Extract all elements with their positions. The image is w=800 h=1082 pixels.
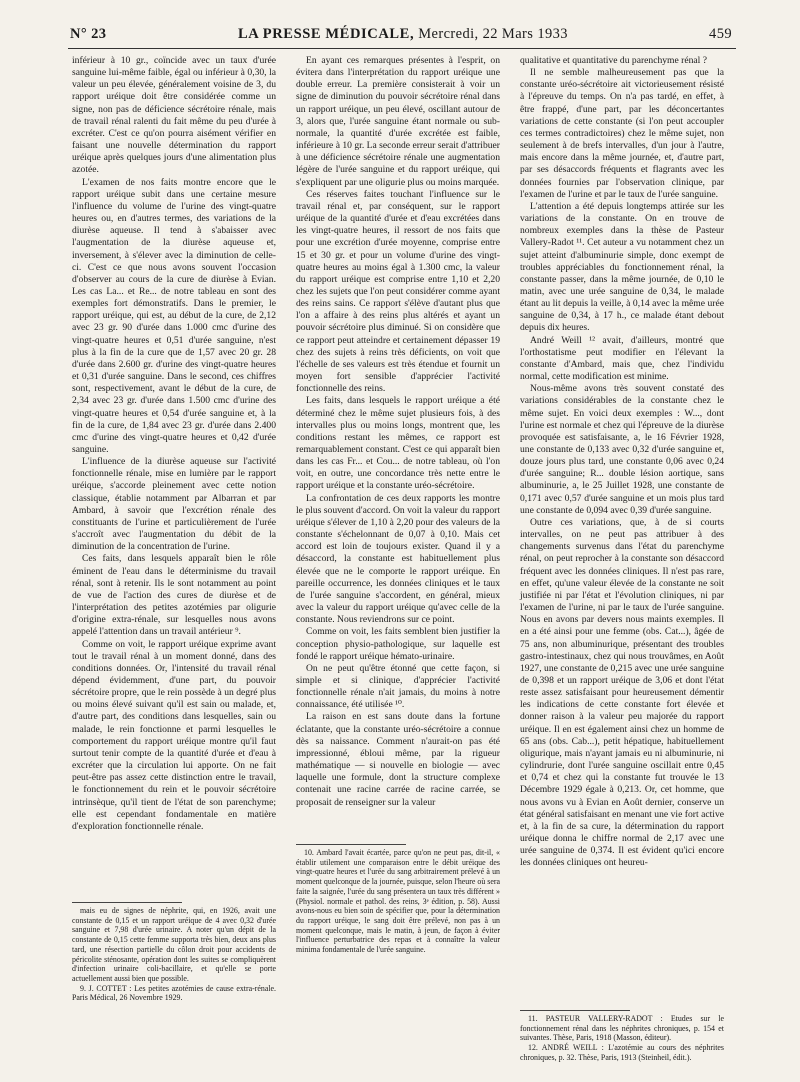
footnotes-column-3 [520, 1014, 724, 1063]
paragraph: inférieur à 10 gr., coïncide avec un taux d'urée sanguine lui-même faible, égal ou inférieur à 0,30, la valeur un peu élevée, généralement voisine de 3, du rapport uréique doit être considérée comme un signe, non pas de déficience sécrétoire rénale, mais de travail rénal ralenti du fait même du peu d'urée à excréter. C'est ce qu'on pourra aisément vérifier en faisant une nouvelle détermination du rapport uréique après quelques jours d'une alimentation plus azotée. [72, 55, 276, 176]
footnote: 10. Ambard l'avait écartée, parce qu'on ne peut pas, dit-il, « établir utilement une comparaison entre le débit uréique des vingt-quatre heures et l'urée du sang arbitrairement prélevé à un moment quelconque de la journée, puisque, selon l'heure où sera faite la saignée, l'urée du sang présentera un taux très différent » (Physiol. normale et pathol. des reins, 3ᵉ édition, p. 58). Aussi avons-nous eu bien soin de spécifier que, pour la détermination du rapport uréique, le sang doit être prélevé, non pas à un moment quelconque, mais le matin, à jeun, de façon à éviter l'influence perturbatrice des repas et à connaître la valeur minima fondamentale de l'urée sanguine. [296, 848, 500, 955]
issue-date: Mercredi, 22 Mars 1933 [418, 26, 568, 42]
paragraph: André Weill ¹² avait, d'ailleurs, montré que l'orthostatisme peut modifier en l'élevant la constante d'Ambard, mais que, chez l'individu normal, cette modification est minime. [520, 334, 724, 383]
paragraph: La confrontation de ces deux rapports les montre le plus souvent d'accord. On voit la valeur du rapport uréique s'élever de 1,10 à 2,20 pour des valeurs de la constante s'échelonnant de 0,07 à 0,10. Mais cet accord est loin de toujours exister. Quand il y a désaccord, la constante est habituellement plus élevée que ne le comporte le rapport uréique. En pareille occurrence, les données cliniques et le taux de l'urée sanguine s'accordent, en général, mieux avec la valeur du rapport uréique qu'avec celle de la constante. Nous reviendrons sur ce point. [296, 492, 500, 626]
header-rule [68, 48, 736, 49]
journal-title [238, 26, 568, 43]
footnote-rule [296, 844, 406, 845]
paragraph: On ne peut qu'être étonné que cette façon, si simple et si clinique, d'apprécier l'activité fonctionnelle rénale n'ait jamais, du moins à notre connaissance, été utilisée ¹⁰. [296, 662, 500, 711]
column-3 [520, 55, 724, 869]
paragraph: qualitative et quantitative du parenchyme rénal ? [520, 55, 707, 66]
paragraph: Ces réserves faites touchant l'influence sur le travail rénal et, par conséquent, sur le rapport uréique de la quantité d'urée et d'eau excrétées dans les vingt-quatre heures, il ressort de nos faits que pour une excrétion d'urée moyenne, comprise entre 15 et 30 gr. et pour un volume d'urine des vingt-quatre heures au moins égal à 1.300 cmc, la valeur du rapport uréique est comprise entre 1,10 et 2,20 chez les sujets que l'on peut considérer comme ayant des reins sains. Ce rapport s'élève d'autant plus que l'on a affaire à des reins plus altérés et ayant un pouvoir sécrétoire plus diminué. Si on considère que ce rapport peut atteindre et certainement dépasser 19 chez des sujets à reins très déficients, on voit que l'échelle de ses valeurs est très étendue et fournit un moyen fort sensible d'apprécier l'activité fonctionnelle des reins. [296, 188, 500, 395]
column-2 [296, 55, 500, 809]
paragraph: Comme on voit, les faits semblent bien justifier la conception physio-pathologique, sur laquelle est fondé le rapport uréique hémato-urinaire. [296, 626, 500, 662]
footnotes-column-2 [296, 848, 500, 955]
paragraph: L'influence de la diurèse aqueuse sur l'activité fonctionnelle rénale, mise en lumière par le rapport uréique, s'accorde pleinement avec cette notion classique, établie notamment par Albarran et par Ambard, à savoir que l'excrétion rénale des constituants de l'urine et particulièrement de l'urée s'accroît avec l'augmentation du débit de la diminution de la concentration de l'urine. [72, 456, 276, 553]
paragraph: Les faits, dans lesquels le rapport uréique a été déterminé chez le même sujet plusieurs fois, à des intervalles plus ou moins longs, montrent que, les conditions restant les mêmes, ce rapport est remarquablement constant. C'est ce qui apparaît bien dans les cas Fr... et Cou... de notre tableau, où l'on voit, en outre, une concordance très nette entre le rapport uréique et la constante uréo-sécrétoire. [296, 395, 500, 492]
column-1 [72, 55, 276, 833]
paragraph: En ayant ces remarques présentes à l'esprit, on évitera dans l'interprétation du rapport uréique une double erreur. La première consisterait à voir un signe de diminution du pouvoir sécrétoire rénal dans un rapport uréique, un peu élevé, oscillant autour de 3, alors que, l'urée sanguine étant normale ou sub-normale, la quantité d'urée excrétée est faible, inférieure à 10 gr. La seconde erreur serait d'attribuer à une déficience sécrétoire rénale une augmentation légère de l'urée sanguine et du rapport uréique, qui s'expliquent par une oligurie plus ou moins marquée. [296, 55, 500, 188]
footnote: 9. J. COTTET : Les petites azotémies de cause extra-rénale. Paris Médical, 26 Novembre 1929. [72, 983, 276, 1003]
page-number: 459 [709, 26, 732, 42]
issue-number: N° 23 [70, 26, 107, 42]
paragraph: L'attention a été depuis longtemps attirée sur les variations de la constante. On en trouve de nombreux exemples dans la thèse de Pasteur Vallery-Radot ¹¹. Cet auteur a vu notamment chez un sujet atteint d'albuminurie simple, donc exempt de troubles appréciables du fonctionnement rénal, la constante passer, dans la même journée, de 0,10 le matin, avec une urée sanguine de 0,34, le malade étant au lit depuis la veille, à 0,14 avec la même urée sanguine de 0,34, à 17 h., ce malade étant debout depuis dix heures. [520, 200, 724, 334]
page-header [70, 26, 732, 46]
journal-name: LA PRESSE MÉDICALE, [238, 26, 415, 42]
paragraph: L'examen de nos faits montre encore que le rapport uréique subit dans une certaine mesure l'influence du volume de l'urine des vingt-quatre heures ou, en d'autres termes, des variations de la diurèse aqueuse. Il tend à s'abaisser avec l'augmentation de la diurèse aqueuse et, inversement, à s'élever avec la diminution de celle-ci. C'est ce que nous avons souvent l'occasion d'observer au cours de la cure de diurèse à Evian. Les cas La... et Re... de notre tableau en sont des exemples fort démonstratifs. Dans le premier, le rapport uréique, qui est, au début de la cure, de 2,12 avec 23 gr. 90 d'urée dans 1.000 cmc d'urine des vingt-quatre heures et 0,51 d'urée sanguine, n'est plus à la fin de la cure que de 1,57 avec 20 gr. 28 d'urée dans 2.600 gr. d'urine des vingt-quatre heures et 0,31 d'urée sanguine. Dans le second, ces chiffres sont, respectivement, avant le début de la cure, de 2,34 avec 23 gr. d'urée dans 1.500 cmc d'urine des vingt-quatre heures et 0,54 d'urée sanguine et, à la fin de la cure, de 1,84 avec 23 gr. d'urée dans 2.400 cmc d'urine des vingt-quatre heures et 0,42 d'urée sanguine. [72, 176, 276, 455]
paragraph: Il ne semble malheureusement pas que la constante uréo-sécrétoire ait victorieusement résisté à l'épreuve du temps. On n'a pas tardé, en effet, à être frappé, d'une part, par les déconcertantes variations de cette constante (si l'on peut accoupler ces termes contradictoires) chez le même sujet, non seulement à de brefs intervalles, d'un jour à l'autre, mais encore dans la même journée, et, d'autre part, par ses désaccords fréquents et flagrants avec les données fournies par l'observation clinique, par l'examen de l'urine et par le taux de l'urée sanguine. [520, 67, 724, 200]
footnote: 11. PASTEUR VALLERY-RADOT : Etudes sur le fonctionnement rénal dans les néphrites chroniques, p. 154 et suivantes. Thèse, Paris, 1918 (Masson, éditeur). [520, 1014, 724, 1043]
footnote: 12. ANDRÉ WEILL : L'azotémie au cours des néphrites chroniques, p. 32. Thèse, Paris, 1913 (Steinheil, édit.). [520, 1043, 724, 1062]
footnote-rule [72, 902, 182, 903]
paragraph: Comme on voit, le rapport uréique exprime avant tout le travail rénal à un moment donné, dans des conditions données. Or, l'intensité du travail rénal dépend évidemment, d'une part, du pouvoir sécrétoire propre, que le rein possède à un degré plus ou moins élevé suivant qu'il est sain ou malade, et, d'autre part, des conditions dans lesquelles, sain ou malade, le rein fonctionne et parmi lesquelles le comportement du rapport uréique montre qu'il faut surtout tenir compte de la quantité d'urée et d'eau à excréter que la circulation lui apporte. On ne fait peut-être pas assez cette distinction entre le travail, le fonctionnement du rein et le pouvoir sécrétoire intrinsèque, qu'il tient de l'état de son parenchyme; elle est cependant fondamentale en matière d'exploration fonctionnelle rénale. [72, 638, 276, 832]
paragraph: Outre ces variations, que, à de si courts intervalles, on ne peut pas attribuer à des changements survenus dans l'état du parenchyme rénal, on peut reprocher à la constante son désaccord fréquent avec les données cliniques. Il n'est pas rare, en effet, qu'une valeur élevée de la constante ne soit justifiée ni par l'état et l'évolution cliniques, ni par l'examen de l'urine, ni par le taux de l'urée sanguine. Nous en avons par devers nous maints exemples. Il en a été ainsi pour une femme (obs. Cat...), âgée de 75 ans, non albuminurique, présentant des troubles gastro-intestinaux, chez qui nous trouvâmes, en Août 1927, une constante de 0,215 avec une urée sanguine de 0,398 et un rapport uréique de 3,06 et dont l'état reste assez satisfaisant pour heureusement démentir les indications de cette constante fort élevée et donner raison à la valeur peu majorée du rapport uréique. Il en est également ainsi chez un homme de 65 ans (obs. Cab...), petit hépatique, habituellement oligurique, mais n'ayant jamais eu ni albuminurie, ni cylindrurie, dont l'urée sanguine oscillait entre 0,45 et 0,74 et chez qui la constante fut trouvée le 13 Décembre 1929 égale à 0,213. Or, cet homme, que nous avons vu à Evian en Août dernier, conserve un état général satisfaisant en menant une vie fort active et, à la fin de sa cure, la détermination du rapport uréique donna le chiffre normal de 2,17 avec une urée sanguine de 0,374. Il est évident qu'ici encore les données cliniques ont heureu- [520, 516, 724, 869]
paragraph: Ces faits, dans lesquels apparaît bien le rôle éminent de l'eau dans le déterminisme du travail rénal, sont à retenir. Ils le sont notamment au point de vue de l'action des cures de diurèse et de l'interprétation des petites azotémies par oligurie d'origine extra-rénale, sur lesquelles nous avons appelé l'attention dans un travail antérieur ⁹. [72, 553, 276, 638]
footnote-rule [520, 1010, 630, 1011]
footnote: mais eu de signes de néphrite, qui, en 1926, avait une constante de 0,15 et un rapport uréique de 4 avec 0,32 d'urée sanguine et 7,98 d'urée urinaire. A noter qu'un dépit de la constante de 0,15 cette femme supporta très bien, deux ans plus tard, une résection partielle du côlon droit pour accidents de péricolite sténosante, opération dont les suites se compliquèrent d'infection urinaire coli-bacillaire, et qu'elle se porte actuellement aussi bien que possible. [72, 906, 276, 983]
paragraph: Nous-même avons très souvent constaté des variations considérables de la constante chez le même sujet. En voici deux exemples : W..., dont l'urine est normale et chez qui l'épreuve de la diurèse provoquée est satisfaisante, a, le 16 Février 1928, une constante de 0,133 avec 0,32 d'urée sanguine et, douze jours plus tard, une constante 0,06 avec 0,24 d'urée sanguine; R... double lésion aortique, sans albuminurie, a, le 25 Juillet 1928, une constante de 0,171 avec 0,57 d'urée sanguine et un mois plus tard une constante de 0,094 avec 0,39 d'urée sanguine. [520, 383, 724, 516]
paragraph: La raison en est sans doute dans la fortune éclatante, que la constante uréo-sécrétoire a connue dès sa naissance. Comment n'aurait-on pas été impressionné, ébloui même, par la rigueur mathématique — si nouvelle en biologie — avec laquelle une formule, dont la structure complexe contenait une racine carrée de racine carrée, se proposait de renseigner sur la valeur [296, 711, 500, 808]
footnotes-column-1 [72, 906, 276, 1003]
